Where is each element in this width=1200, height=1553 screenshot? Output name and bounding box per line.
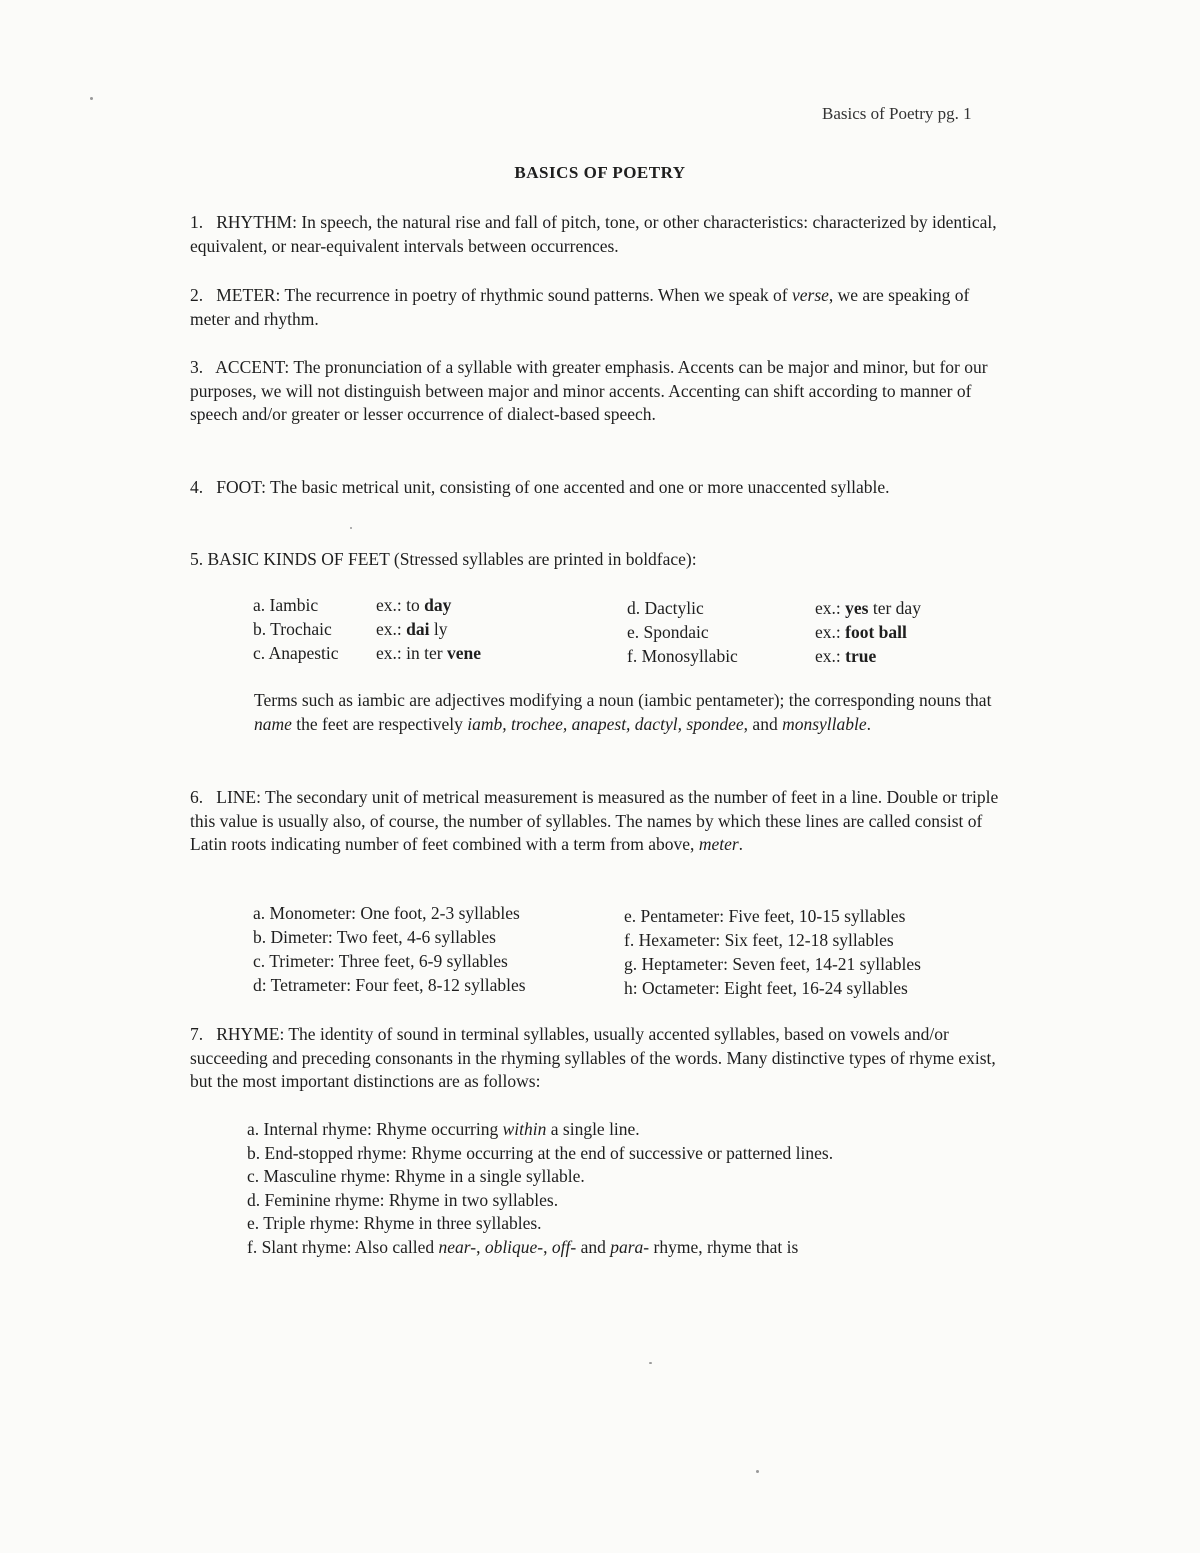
term-name: name: [254, 713, 292, 734]
foot-example: ex.: to day: [376, 595, 452, 615]
section-text: FOOT: The basic metrical unit, consisting of one accented and one or more unaccented syllable.: [216, 477, 890, 497]
rhyme-item-masculine: c. Masculine rhyme: Rhyme in a single syllable.: [247, 1166, 585, 1186]
section-line: 6. LINE: The secondary unit of metrical measurement is measured as the number of feet in a line. Double or triple this value is usually also, of course, the number of syllables. The names by which these lines are called consist of Latin roots indicating number of feet combined with a term from above, meter.: [190, 787, 999, 854]
section-number: 7.: [190, 1024, 204, 1044]
rhyme-item-feminine: d. Feminine rhyme: Rhyme in two syllables.: [247, 1189, 559, 1210]
feet-noun-terms: iamb, trochee, anapest, dactyl, spondee: [467, 713, 744, 734]
scan-speck: [350, 527, 352, 529]
foot-name: f. Monosyllabic: [627, 646, 738, 666]
section-rhythm: [190, 211, 1000, 258]
foot-example: ex.: in ter vene: [376, 643, 481, 663]
foot-example: ex.: foot ball: [815, 622, 907, 642]
foot-name: c. Anapestic: [253, 643, 339, 663]
rhyme-types-list: [247, 1118, 1007, 1259]
foot-example: ex.: dai ly: [376, 619, 448, 639]
section-foot: [190, 476, 1000, 500]
rhyme-item-triple: e. Triple rhyme: Rhyme in three syllables.: [247, 1213, 542, 1233]
document-title: BASICS OF POETRY: [514, 163, 686, 182]
section-number: 4.: [190, 477, 204, 497]
section-text: RHYTHM: In speech, the natural rise and fall of pitch, tone, or other characteristics: characterized by identical, equivalent, or near-equivalent intervals between occurrences.: [190, 212, 997, 256]
section-accent: [190, 356, 1000, 427]
section-text: RHYME: The identity of sound in terminal syllables, usually accented syllables, based on vowels and/or succeeding and preceding consonants in the rhyming syllables of the words. Many distinctive types of rhyme exist, but the most important distinctions are as follows:: [190, 1024, 996, 1091]
term-verse: verse: [791, 285, 829, 305]
foot-name: a. Iambic: [253, 595, 319, 615]
rhyme-item-internal: a. Internal rhyme: Rhyme occurring within a single line.: [247, 1119, 640, 1139]
meter-item: d: Tetrameter: Four feet, 8-12 syllables: [253, 975, 526, 995]
foot-example: ex.: yes ter day: [815, 598, 921, 618]
feet-note: Terms such as iambic are adjectives modifying a noun (iambic pentameter); the corresponding nouns that name the feet are respectively iamb, trochee, anapest, dactyl, spondee, and monsyllable.: [254, 690, 992, 734]
section-text: ACCENT: The pronunciation of a syllable with greater emphasis. Accents can be major and minor, but for our purposes, we will not distinguish between major and minor accents. Accenting can shift according to manner of speech and/or greater or lesser occurrence of dialect-based speech.: [190, 357, 988, 424]
meter-item: g. Heptameter: Seven feet, 14-21 syllables: [624, 954, 921, 974]
foot-name: e. Spondaic: [627, 622, 709, 642]
term-meter: meter: [698, 834, 739, 854]
meter-item: h: Octameter: Eight feet, 16-24 syllables: [624, 978, 908, 998]
section-text: LINE: The secondary unit of metrical measurement is measured as the number of feet in a line. Double or triple this value is usually also, of course, the number of syllables. The names by which these lines are called consist of Latin roots indicating number of feet combined with a term from above,: [190, 787, 999, 854]
meter-item: b. Dimeter: Two feet, 4-6 syllables: [253, 927, 496, 947]
section-number: 2.: [190, 285, 204, 305]
section-number: 6.: [190, 787, 204, 807]
foot-name: d. Dactylic: [627, 598, 704, 618]
meter-item: a. Monometer: One foot, 2-3 syllables: [253, 903, 520, 923]
foot-name: b. Trochaic: [253, 619, 332, 639]
scan-speck: [90, 97, 93, 100]
page-header: Basics of Poetry pg. 1: [822, 104, 972, 123]
section-text: METER: The recurrence in poetry of rhythmic sound patterns. When we speak of: [216, 285, 792, 305]
scan-speck: [756, 1470, 759, 1473]
section-number: 1.: [190, 212, 204, 232]
term-monsyllable: monsyllable: [782, 713, 867, 734]
section-text-tail: , we are speaking of meter and rhythm.: [190, 285, 970, 329]
section-number: 3.: [190, 357, 204, 377]
rhyme-item-slant: f. Slant rhyme: Also called near-, oblique-, off- and para- rhyme, rhyme that is: [247, 1236, 799, 1257]
meter-item: c. Trimeter: Three feet, 6-9 syllables: [253, 951, 508, 971]
meter-item: e. Pentameter: Five feet, 10-15 syllables: [624, 906, 906, 926]
meter-item: f. Hexameter: Six feet, 12-18 syllables: [624, 930, 894, 950]
rhyme-item-end-stopped: b. End-stopped rhyme: Rhyme occurring at the end of successive or patterned lines.: [247, 1142, 834, 1163]
section-rhyme: [190, 1023, 1000, 1094]
section-meter: [190, 284, 1000, 331]
foot-example: ex.: true: [815, 646, 877, 666]
scan-speck: [649, 1362, 652, 1364]
section-kinds-of-feet-heading: 5. BASIC KINDS OF FEET (Stressed syllables are printed in boldface):: [190, 549, 697, 569]
